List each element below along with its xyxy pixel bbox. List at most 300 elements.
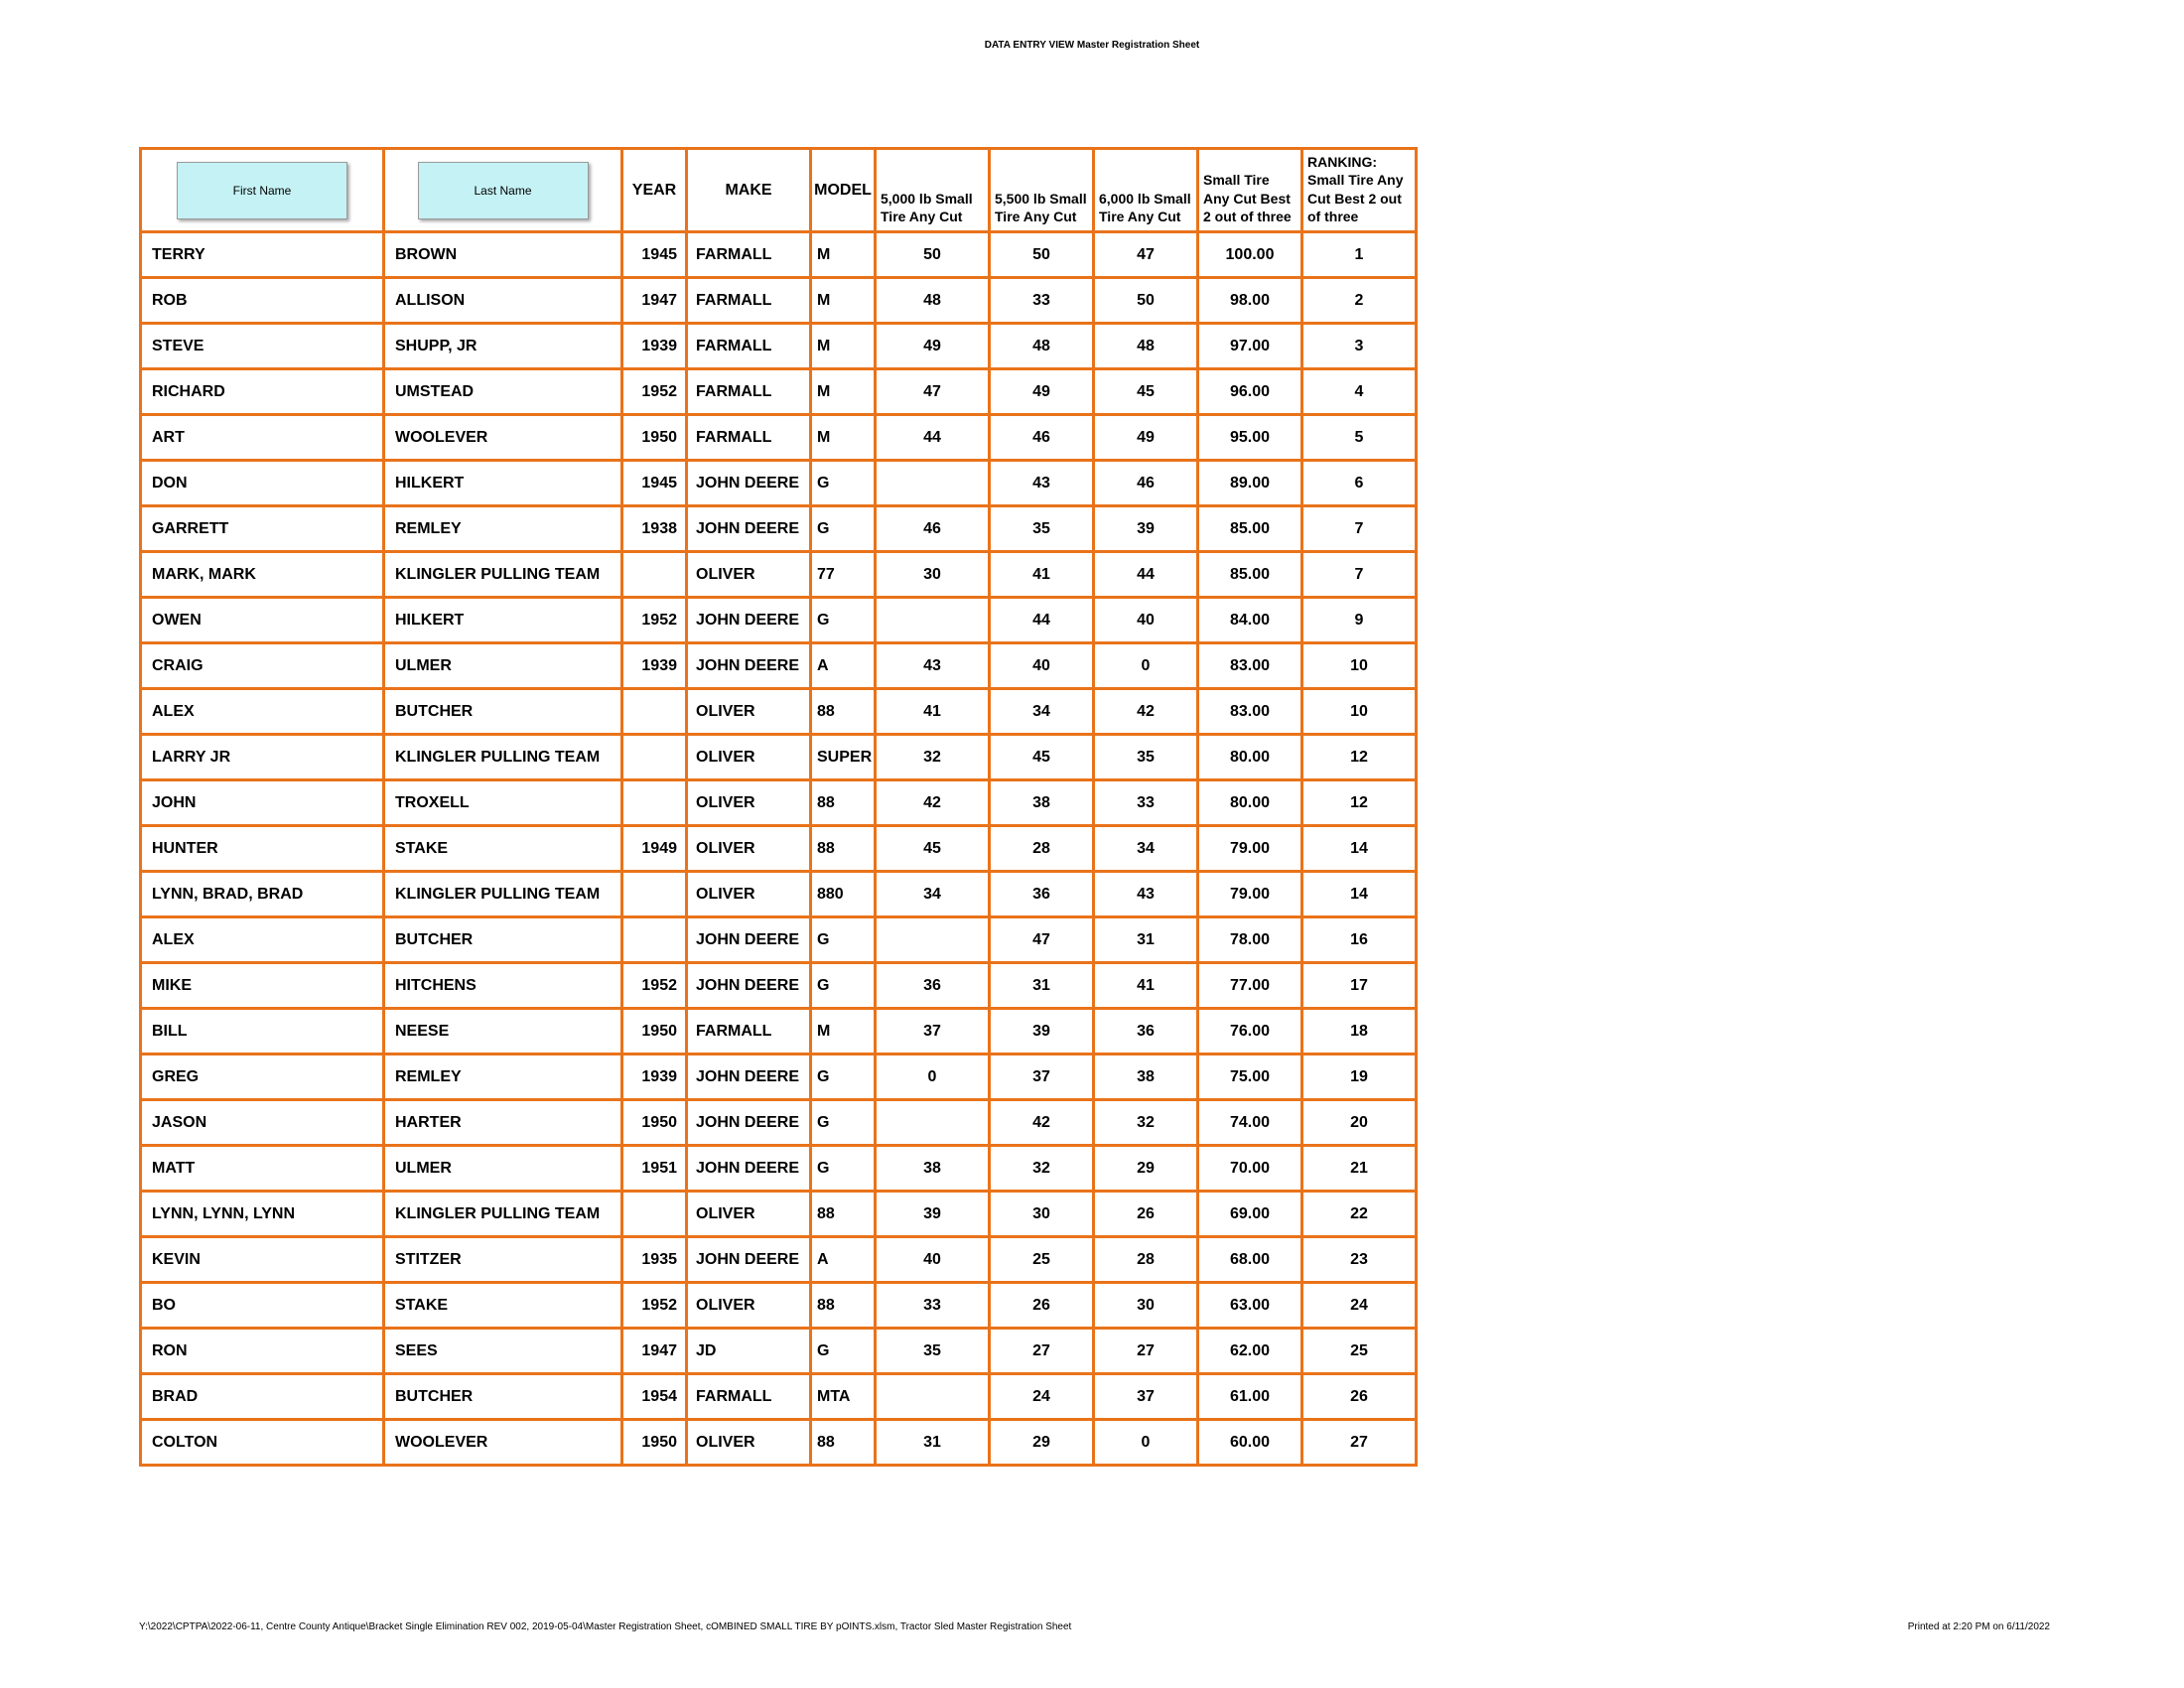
cell-model: G bbox=[811, 1055, 876, 1100]
cell-first-name: LYNN, LYNN, LYNN bbox=[141, 1192, 384, 1237]
cell-ranking: 12 bbox=[1302, 780, 1417, 826]
cell-model: 88 bbox=[811, 1420, 876, 1466]
cell-make: JOHN DEERE bbox=[687, 917, 811, 963]
cell-last-name: WOOLEVER bbox=[384, 1420, 622, 1466]
cell-last-name: REMLEY bbox=[384, 506, 622, 552]
cell-5000lb-score: 38 bbox=[876, 1146, 990, 1192]
table-row bbox=[141, 1329, 1417, 1374]
cell-ranking: 5 bbox=[1302, 415, 1417, 461]
cell-first-name: TERRY bbox=[141, 232, 384, 278]
cell-year bbox=[622, 1192, 687, 1237]
cell-first-name: MARK, MARK bbox=[141, 552, 384, 598]
cell-make: JOHN DEERE bbox=[687, 461, 811, 506]
cell-total-points: 75.00 bbox=[1198, 1055, 1302, 1100]
cell-model: 880 bbox=[811, 872, 876, 917]
table-row bbox=[141, 872, 1417, 917]
cell-total-points: 78.00 bbox=[1198, 917, 1302, 963]
cell-make: JOHN DEERE bbox=[687, 598, 811, 643]
cell-5500lb-score: 31 bbox=[990, 963, 1094, 1009]
cell-make: FARMALL bbox=[687, 1009, 811, 1055]
cell-5500lb-score: 28 bbox=[990, 826, 1094, 872]
cell-5500lb-score: 47 bbox=[990, 917, 1094, 963]
cell-5000lb-score: 36 bbox=[876, 963, 990, 1009]
cell-ranking: 1 bbox=[1302, 232, 1417, 278]
cell-total-points: 95.00 bbox=[1198, 415, 1302, 461]
cell-total-points: 61.00 bbox=[1198, 1374, 1302, 1420]
cell-5000lb-score: 48 bbox=[876, 278, 990, 324]
cell-last-name: HITCHENS bbox=[384, 963, 622, 1009]
cell-make: FARMALL bbox=[687, 324, 811, 369]
cell-5500lb-score: 32 bbox=[990, 1146, 1094, 1192]
cell-year: 1939 bbox=[622, 643, 687, 689]
cell-5500lb-score: 30 bbox=[990, 1192, 1094, 1237]
sheet-title: DATA ENTRY VIEW Master Registration Sheet bbox=[984, 40, 1200, 51]
cell-year: 1952 bbox=[622, 598, 687, 643]
cell-5000lb-score: 41 bbox=[876, 689, 990, 735]
cell-5000lb-score: 50 bbox=[876, 232, 990, 278]
cell-5500lb-score: 26 bbox=[990, 1283, 1094, 1329]
cell-total-points: 89.00 bbox=[1198, 461, 1302, 506]
cell-model: 77 bbox=[811, 552, 876, 598]
cell-ranking: 20 bbox=[1302, 1100, 1417, 1146]
cell-model: M bbox=[811, 1009, 876, 1055]
cell-last-name: KLINGLER PULLING TEAM bbox=[384, 1192, 622, 1237]
cell-year: 1945 bbox=[622, 232, 687, 278]
cell-first-name: LARRY JR bbox=[141, 735, 384, 780]
cell-5500lb-score: 35 bbox=[990, 506, 1094, 552]
cell-total-points: 63.00 bbox=[1198, 1283, 1302, 1329]
cell-total-points: 76.00 bbox=[1198, 1009, 1302, 1055]
cell-year: 1945 bbox=[622, 461, 687, 506]
table-row bbox=[141, 415, 1417, 461]
cell-make: JOHN DEERE bbox=[687, 1055, 811, 1100]
table-row bbox=[141, 598, 1417, 643]
cell-first-name: KEVIN bbox=[141, 1237, 384, 1283]
cell-total-points: 83.00 bbox=[1198, 643, 1302, 689]
cell-year: 1951 bbox=[622, 1146, 687, 1192]
cell-make: FARMALL bbox=[687, 1374, 811, 1420]
cell-5000lb-score: 33 bbox=[876, 1283, 990, 1329]
table-row bbox=[141, 506, 1417, 552]
cell-ranking: 24 bbox=[1302, 1283, 1417, 1329]
cell-5500lb-score: 38 bbox=[990, 780, 1094, 826]
cell-ranking: 7 bbox=[1302, 506, 1417, 552]
cell-make: JOHN DEERE bbox=[687, 643, 811, 689]
cell-ranking: 3 bbox=[1302, 324, 1417, 369]
last-name-button[interactable]: Last Name bbox=[418, 162, 589, 219]
table-row bbox=[141, 780, 1417, 826]
cell-ranking: 19 bbox=[1302, 1055, 1417, 1100]
cell-first-name: RICHARD bbox=[141, 369, 384, 415]
first-name-button[interactable]: First Name bbox=[177, 162, 347, 219]
cell-total-points: 97.00 bbox=[1198, 324, 1302, 369]
cell-model: M bbox=[811, 232, 876, 278]
cell-year bbox=[622, 780, 687, 826]
cell-6000lb-score: 38 bbox=[1094, 1055, 1198, 1100]
cell-first-name: BO bbox=[141, 1283, 384, 1329]
cell-last-name: STITZER bbox=[384, 1237, 622, 1283]
cell-model: M bbox=[811, 278, 876, 324]
cell-last-name: BUTCHER bbox=[384, 1374, 622, 1420]
cell-first-name: GARRETT bbox=[141, 506, 384, 552]
cell-5500lb-score: 45 bbox=[990, 735, 1094, 780]
cell-model: G bbox=[811, 1146, 876, 1192]
cell-first-name: CRAIG bbox=[141, 643, 384, 689]
cell-6000lb-score: 49 bbox=[1094, 415, 1198, 461]
column-header-6000lb: 6,000 lb Small Tire Any Cut bbox=[1094, 149, 1198, 232]
table-row bbox=[141, 1192, 1417, 1237]
cell-make: OLIVER bbox=[687, 552, 811, 598]
column-header-ranking: RANKING: Small Tire Any Cut Best 2 out of three bbox=[1302, 149, 1417, 232]
cell-model: 88 bbox=[811, 689, 876, 735]
cell-year: 1939 bbox=[622, 324, 687, 369]
cell-5500lb-score: 46 bbox=[990, 415, 1094, 461]
cell-5000lb-score: 31 bbox=[876, 1420, 990, 1466]
cell-6000lb-score: 27 bbox=[1094, 1329, 1198, 1374]
cell-6000lb-score: 34 bbox=[1094, 826, 1198, 872]
cell-5500lb-score: 25 bbox=[990, 1237, 1094, 1283]
cell-5000lb-score bbox=[876, 598, 990, 643]
registration-table-body bbox=[141, 232, 1417, 1466]
cell-make: OLIVER bbox=[687, 826, 811, 872]
cell-6000lb-score: 29 bbox=[1094, 1146, 1198, 1192]
cell-last-name: UMSTEAD bbox=[384, 369, 622, 415]
table-row bbox=[141, 1009, 1417, 1055]
table-row bbox=[141, 278, 1417, 324]
table-row bbox=[141, 963, 1417, 1009]
cell-5000lb-score bbox=[876, 1374, 990, 1420]
cell-6000lb-score: 0 bbox=[1094, 1420, 1198, 1466]
cell-ranking: 25 bbox=[1302, 1329, 1417, 1374]
cell-6000lb-score: 41 bbox=[1094, 963, 1198, 1009]
cell-last-name: BUTCHER bbox=[384, 689, 622, 735]
cell-total-points: 84.00 bbox=[1198, 598, 1302, 643]
table-row bbox=[141, 826, 1417, 872]
cell-last-name: HARTER bbox=[384, 1100, 622, 1146]
column-header-5500lb: 5,500 lb Small Tire Any Cut bbox=[990, 149, 1094, 232]
cell-6000lb-score: 30 bbox=[1094, 1283, 1198, 1329]
cell-last-name: WOOLEVER bbox=[384, 415, 622, 461]
cell-model: 88 bbox=[811, 826, 876, 872]
cell-first-name: OWEN bbox=[141, 598, 384, 643]
table-row bbox=[141, 1237, 1417, 1283]
cell-last-name: STAKE bbox=[384, 826, 622, 872]
cell-year bbox=[622, 689, 687, 735]
cell-5000lb-score bbox=[876, 1100, 990, 1146]
cell-5500lb-score: 34 bbox=[990, 689, 1094, 735]
cell-year: 1935 bbox=[622, 1237, 687, 1283]
cell-5000lb-score bbox=[876, 917, 990, 963]
cell-ranking: 6 bbox=[1302, 461, 1417, 506]
cell-make: FARMALL bbox=[687, 278, 811, 324]
cell-5000lb-score: 39 bbox=[876, 1192, 990, 1237]
column-header-5000lb: 5,000 lb Small Tire Any Cut bbox=[876, 149, 990, 232]
table-row bbox=[141, 643, 1417, 689]
cell-year: 1950 bbox=[622, 1420, 687, 1466]
cell-5500lb-score: 29 bbox=[990, 1420, 1094, 1466]
printed-timestamp-footer: Printed at 2:20 PM on 6/11/2022 bbox=[1907, 1621, 2050, 1632]
cell-model: A bbox=[811, 1237, 876, 1283]
cell-total-points: 68.00 bbox=[1198, 1237, 1302, 1283]
table-row bbox=[141, 1146, 1417, 1192]
cell-first-name: MATT bbox=[141, 1146, 384, 1192]
table-row bbox=[141, 324, 1417, 369]
cell-6000lb-score: 37 bbox=[1094, 1374, 1198, 1420]
cell-total-points: 98.00 bbox=[1198, 278, 1302, 324]
cell-total-points: 74.00 bbox=[1198, 1100, 1302, 1146]
cell-first-name: RON bbox=[141, 1329, 384, 1374]
cell-5500lb-score: 27 bbox=[990, 1329, 1094, 1374]
cell-5000lb-score: 49 bbox=[876, 324, 990, 369]
cell-year: 1954 bbox=[622, 1374, 687, 1420]
cell-year: 1938 bbox=[622, 506, 687, 552]
cell-total-points: 69.00 bbox=[1198, 1192, 1302, 1237]
cell-last-name: BROWN bbox=[384, 232, 622, 278]
first-name-header-cell bbox=[141, 149, 384, 232]
cell-make: OLIVER bbox=[687, 780, 811, 826]
cell-year: 1950 bbox=[622, 1100, 687, 1146]
cell-total-points: 79.00 bbox=[1198, 872, 1302, 917]
cell-model: M bbox=[811, 369, 876, 415]
cell-5000lb-score: 44 bbox=[876, 415, 990, 461]
column-header-year: YEAR bbox=[622, 149, 687, 232]
cell-make: JOHN DEERE bbox=[687, 1237, 811, 1283]
cell-make: OLIVER bbox=[687, 1420, 811, 1466]
table-row bbox=[141, 1420, 1417, 1466]
cell-5000lb-score: 37 bbox=[876, 1009, 990, 1055]
cell-model: G bbox=[811, 963, 876, 1009]
cell-make: JOHN DEERE bbox=[687, 506, 811, 552]
cell-year: 1950 bbox=[622, 1009, 687, 1055]
cell-make: JD bbox=[687, 1329, 811, 1374]
cell-year bbox=[622, 735, 687, 780]
cell-make: JOHN DEERE bbox=[687, 1100, 811, 1146]
cell-5000lb-score: 40 bbox=[876, 1237, 990, 1283]
cell-first-name: HUNTER bbox=[141, 826, 384, 872]
cell-year bbox=[622, 872, 687, 917]
cell-5000lb-score: 30 bbox=[876, 552, 990, 598]
cell-year bbox=[622, 552, 687, 598]
cell-5500lb-score: 37 bbox=[990, 1055, 1094, 1100]
cell-ranking: 4 bbox=[1302, 369, 1417, 415]
cell-6000lb-score: 43 bbox=[1094, 872, 1198, 917]
cell-first-name: DON bbox=[141, 461, 384, 506]
table-row bbox=[141, 1374, 1417, 1420]
cell-5500lb-score: 48 bbox=[990, 324, 1094, 369]
cell-6000lb-score: 46 bbox=[1094, 461, 1198, 506]
cell-make: OLIVER bbox=[687, 872, 811, 917]
cell-last-name: KLINGLER PULLING TEAM bbox=[384, 872, 622, 917]
cell-ranking: 18 bbox=[1302, 1009, 1417, 1055]
cell-model: G bbox=[811, 917, 876, 963]
cell-5000lb-score: 46 bbox=[876, 506, 990, 552]
cell-make: JOHN DEERE bbox=[687, 1146, 811, 1192]
column-header-make: MAKE bbox=[687, 149, 811, 232]
cell-5000lb-score: 0 bbox=[876, 1055, 990, 1100]
table-row bbox=[141, 232, 1417, 278]
cell-last-name: REMLEY bbox=[384, 1055, 622, 1100]
cell-year: 1949 bbox=[622, 826, 687, 872]
cell-total-points: 80.00 bbox=[1198, 780, 1302, 826]
cell-6000lb-score: 45 bbox=[1094, 369, 1198, 415]
cell-total-points: 85.00 bbox=[1198, 506, 1302, 552]
cell-last-name: KLINGLER PULLING TEAM bbox=[384, 552, 622, 598]
cell-year: 1952 bbox=[622, 963, 687, 1009]
cell-6000lb-score: 28 bbox=[1094, 1237, 1198, 1283]
cell-5500lb-score: 40 bbox=[990, 643, 1094, 689]
cell-make: JOHN DEERE bbox=[687, 963, 811, 1009]
cell-total-points: 100.00 bbox=[1198, 232, 1302, 278]
cell-6000lb-score: 31 bbox=[1094, 917, 1198, 963]
cell-6000lb-score: 35 bbox=[1094, 735, 1198, 780]
cell-ranking: 10 bbox=[1302, 689, 1417, 735]
cell-ranking: 17 bbox=[1302, 963, 1417, 1009]
cell-5000lb-score: 35 bbox=[876, 1329, 990, 1374]
cell-last-name: KLINGLER PULLING TEAM bbox=[384, 735, 622, 780]
cell-last-name: SHUPP, JR bbox=[384, 324, 622, 369]
cell-last-name: SEES bbox=[384, 1329, 622, 1374]
cell-6000lb-score: 48 bbox=[1094, 324, 1198, 369]
cell-model: MTA bbox=[811, 1374, 876, 1420]
cell-model: 88 bbox=[811, 1192, 876, 1237]
cell-total-points: 85.00 bbox=[1198, 552, 1302, 598]
cell-5500lb-score: 44 bbox=[990, 598, 1094, 643]
cell-last-name: ULMER bbox=[384, 643, 622, 689]
table-row bbox=[141, 552, 1417, 598]
cell-6000lb-score: 42 bbox=[1094, 689, 1198, 735]
cell-6000lb-score: 0 bbox=[1094, 643, 1198, 689]
cell-first-name: ALEX bbox=[141, 689, 384, 735]
cell-first-name: JASON bbox=[141, 1100, 384, 1146]
cell-5000lb-score bbox=[876, 461, 990, 506]
cell-total-points: 60.00 bbox=[1198, 1420, 1302, 1466]
cell-6000lb-score: 32 bbox=[1094, 1100, 1198, 1146]
cell-5500lb-score: 24 bbox=[990, 1374, 1094, 1420]
cell-total-points: 96.00 bbox=[1198, 369, 1302, 415]
cell-5500lb-score: 39 bbox=[990, 1009, 1094, 1055]
table-row bbox=[141, 1055, 1417, 1100]
table-row bbox=[141, 461, 1417, 506]
cell-6000lb-score: 40 bbox=[1094, 598, 1198, 643]
cell-make: FARMALL bbox=[687, 369, 811, 415]
cell-model: 88 bbox=[811, 1283, 876, 1329]
cell-first-name: STEVE bbox=[141, 324, 384, 369]
cell-ranking: 10 bbox=[1302, 643, 1417, 689]
cell-first-name: JOHN bbox=[141, 780, 384, 826]
cell-model: G bbox=[811, 598, 876, 643]
table-row bbox=[141, 1283, 1417, 1329]
cell-5000lb-score: 47 bbox=[876, 369, 990, 415]
table-row bbox=[141, 1100, 1417, 1146]
cell-model: G bbox=[811, 1100, 876, 1146]
cell-last-name: HILKERT bbox=[384, 598, 622, 643]
cell-6000lb-score: 47 bbox=[1094, 232, 1198, 278]
cell-5000lb-score: 42 bbox=[876, 780, 990, 826]
cell-last-name: ULMER bbox=[384, 1146, 622, 1192]
cell-6000lb-score: 44 bbox=[1094, 552, 1198, 598]
cell-year: 1947 bbox=[622, 278, 687, 324]
cell-first-name: ROB bbox=[141, 278, 384, 324]
cell-last-name: BUTCHER bbox=[384, 917, 622, 963]
cell-5500lb-score: 50 bbox=[990, 232, 1094, 278]
cell-5500lb-score: 36 bbox=[990, 872, 1094, 917]
last-name-header-cell bbox=[384, 149, 622, 232]
cell-5500lb-score: 43 bbox=[990, 461, 1094, 506]
cell-first-name: LYNN, BRAD, BRAD bbox=[141, 872, 384, 917]
cell-ranking: 16 bbox=[1302, 917, 1417, 963]
cell-first-name: COLTON bbox=[141, 1420, 384, 1466]
cell-5500lb-score: 41 bbox=[990, 552, 1094, 598]
cell-year bbox=[622, 917, 687, 963]
cell-make: OLIVER bbox=[687, 735, 811, 780]
table-row bbox=[141, 689, 1417, 735]
cell-first-name: BRAD bbox=[141, 1374, 384, 1420]
cell-total-points: 70.00 bbox=[1198, 1146, 1302, 1192]
cell-model: A bbox=[811, 643, 876, 689]
cell-make: OLIVER bbox=[687, 1283, 811, 1329]
cell-model: G bbox=[811, 461, 876, 506]
cell-5500lb-score: 42 bbox=[990, 1100, 1094, 1146]
column-header-model: MODEL bbox=[811, 149, 876, 232]
cell-make: FARMALL bbox=[687, 415, 811, 461]
table-row bbox=[141, 369, 1417, 415]
cell-last-name: NEESE bbox=[384, 1009, 622, 1055]
cell-5000lb-score: 32 bbox=[876, 735, 990, 780]
cell-ranking: 26 bbox=[1302, 1374, 1417, 1420]
cell-total-points: 62.00 bbox=[1198, 1329, 1302, 1374]
cell-ranking: 21 bbox=[1302, 1146, 1417, 1192]
cell-year: 1952 bbox=[622, 1283, 687, 1329]
cell-ranking: 14 bbox=[1302, 872, 1417, 917]
cell-ranking: 23 bbox=[1302, 1237, 1417, 1283]
cell-model: G bbox=[811, 1329, 876, 1374]
cell-first-name: GREG bbox=[141, 1055, 384, 1100]
cell-ranking: 7 bbox=[1302, 552, 1417, 598]
cell-ranking: 22 bbox=[1302, 1192, 1417, 1237]
cell-total-points: 79.00 bbox=[1198, 826, 1302, 872]
cell-total-points: 83.00 bbox=[1198, 689, 1302, 735]
table-header-row bbox=[141, 149, 1417, 232]
cell-5500lb-score: 49 bbox=[990, 369, 1094, 415]
table-row bbox=[141, 735, 1417, 780]
cell-model: 88 bbox=[811, 780, 876, 826]
cell-total-points: 80.00 bbox=[1198, 735, 1302, 780]
cell-ranking: 14 bbox=[1302, 826, 1417, 872]
cell-6000lb-score: 36 bbox=[1094, 1009, 1198, 1055]
cell-first-name: BILL bbox=[141, 1009, 384, 1055]
registration-table bbox=[139, 147, 1418, 1467]
cell-last-name: STAKE bbox=[384, 1283, 622, 1329]
cell-ranking: 9 bbox=[1302, 598, 1417, 643]
cell-model: SUPER bbox=[811, 735, 876, 780]
cell-make: FARMALL bbox=[687, 232, 811, 278]
cell-model: M bbox=[811, 324, 876, 369]
cell-ranking: 12 bbox=[1302, 735, 1417, 780]
cell-6000lb-score: 50 bbox=[1094, 278, 1198, 324]
cell-last-name: TROXELL bbox=[384, 780, 622, 826]
cell-year: 1939 bbox=[622, 1055, 687, 1100]
cell-5000lb-score: 43 bbox=[876, 643, 990, 689]
cell-year: 1947 bbox=[622, 1329, 687, 1374]
cell-first-name: MIKE bbox=[141, 963, 384, 1009]
cell-first-name: ART bbox=[141, 415, 384, 461]
cell-5000lb-score: 45 bbox=[876, 826, 990, 872]
cell-year: 1952 bbox=[622, 369, 687, 415]
file-path-footer: Y:\2022\CPTPA\2022-06-11, Centre County Antique\Bracket Single Elimination REV 002, 2019-05-04\Master Registration Sheet, cOMBINED SMALL TIRE BY pOINTS.xlsm, Tractor Sled Master Registration Sheet bbox=[139, 1621, 1072, 1632]
cell-6000lb-score: 33 bbox=[1094, 780, 1198, 826]
cell-last-name: HILKERT bbox=[384, 461, 622, 506]
table-row bbox=[141, 917, 1417, 963]
